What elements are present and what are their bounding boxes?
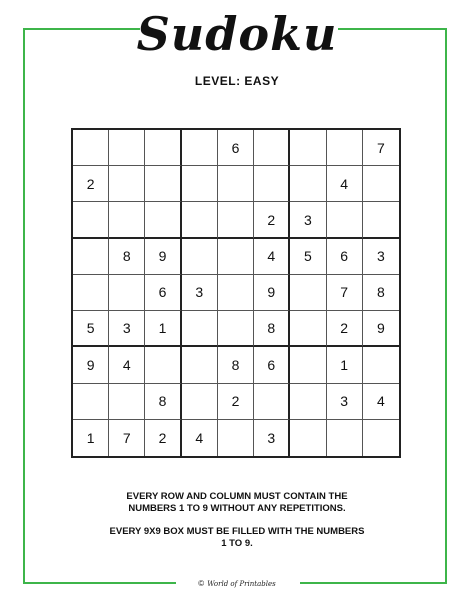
grid-cell-r3-c3	[145, 202, 181, 238]
footer-brand: World of Printables	[207, 579, 276, 588]
grid-cell-r5-c1	[73, 275, 109, 311]
grid-cell-r8-c1	[73, 384, 109, 420]
grid-cell-r2-c1: 2	[73, 166, 109, 202]
grid-cell-r7-c7	[290, 347, 326, 383]
grid-cell-r8-c4	[182, 384, 218, 420]
grid-cell-r4-c6: 4	[254, 239, 290, 275]
grid-cell-r5-c9: 8	[363, 275, 399, 311]
grid-cell-r6-c8: 2	[327, 311, 363, 347]
grid-cell-r9-c3: 2	[145, 420, 181, 456]
footer-credit	[0, 579, 474, 588]
grid-cell-r8-c7	[290, 384, 326, 420]
grid-cell-r5-c8: 7	[327, 275, 363, 311]
grid-cell-r6-c4	[182, 311, 218, 347]
grid-cell-r9-c5	[218, 420, 254, 456]
rules-text-2	[0, 526, 474, 550]
grid-cell-r6-c7	[290, 311, 326, 347]
grid-cell-r9-c1: 1	[73, 420, 109, 456]
grid-cell-r1-c3	[145, 130, 181, 166]
grid-cell-r3-c7: 3	[290, 202, 326, 238]
grid-cell-r1-c6	[254, 130, 290, 166]
grid-cell-r1-c9: 7	[363, 130, 399, 166]
grid-cell-r5-c7	[290, 275, 326, 311]
grid-cell-r8-c8: 3	[327, 384, 363, 420]
grid-cell-r1-c4	[182, 130, 218, 166]
rules-line-4: 1 TO 9.	[221, 538, 253, 549]
grid-cell-r5-c5	[218, 275, 254, 311]
grid-cell-r3-c8	[327, 202, 363, 238]
grid-cell-r3-c9	[363, 202, 399, 238]
grid-cell-r5-c4: 3	[182, 275, 218, 311]
grid-cell-r7-c6: 6	[254, 347, 290, 383]
rules-line-1: EVERY ROW AND COLUMN MUST CONTAIN THE	[126, 491, 348, 502]
rules-line-3: EVERY 9X9 BOX MUST BE FILLED WITH THE NUMBERS	[109, 526, 365, 537]
page-title: Sudoku	[136, 7, 338, 61]
grid-cell-r7-c8: 1	[327, 347, 363, 383]
grid-cell-r6-c1: 5	[73, 311, 109, 347]
grid-cell-r5-c3: 6	[145, 275, 181, 311]
grid-cell-r6-c3: 1	[145, 311, 181, 347]
grid-cell-r5-c6: 9	[254, 275, 290, 311]
grid-cell-r7-c2: 4	[109, 347, 145, 383]
grid-cell-r8-c2	[109, 384, 145, 420]
grid-cell-r8-c3: 8	[145, 384, 181, 420]
grid-cell-r1-c2	[109, 130, 145, 166]
grid-cell-r3-c2	[109, 202, 145, 238]
grid-cell-r9-c6: 3	[254, 420, 290, 456]
grid-cell-r3-c5	[218, 202, 254, 238]
grid-cell-r2-c7	[290, 166, 326, 202]
grid-cell-r4-c5	[218, 239, 254, 275]
grid-cell-r7-c4	[182, 347, 218, 383]
grid-cell-r2-c4	[182, 166, 218, 202]
grid-cell-r8-c5: 2	[218, 384, 254, 420]
grid-cell-r4-c8: 6	[327, 239, 363, 275]
grid-cell-r1-c5: 6	[218, 130, 254, 166]
rules-text-1	[0, 491, 474, 515]
grid-cell-r6-c9: 9	[363, 311, 399, 347]
difficulty-level: LEVEL: EASY	[194, 74, 280, 88]
grid-cell-r4-c9: 3	[363, 239, 399, 275]
grid-cell-r1-c8	[327, 130, 363, 166]
grid-cell-r8-c9: 4	[363, 384, 399, 420]
grid-cell-r6-c2: 3	[109, 311, 145, 347]
grid-cell-r7-c5: 8	[218, 347, 254, 383]
copyright-icon: ©	[198, 579, 205, 588]
grid-cell-r4-c7: 5	[290, 239, 326, 275]
grid-cell-r6-c6: 8	[254, 311, 290, 347]
grid-cell-r9-c2: 7	[109, 420, 145, 456]
grid-cell-r6-c5	[218, 311, 254, 347]
grid-cell-r3-c6: 2	[254, 202, 290, 238]
grid-cell-r8-c6	[254, 384, 290, 420]
rules-line-2: NUMBERS 1 TO 9 WITHOUT ANY REPETITIONS.	[128, 503, 346, 514]
grid-cell-r2-c6	[254, 166, 290, 202]
grid-cell-r2-c5	[218, 166, 254, 202]
grid-cell-r1-c7	[290, 130, 326, 166]
grid-cell-r9-c8	[327, 420, 363, 456]
grid-cell-r5-c2	[109, 275, 145, 311]
grid-cell-r9-c4: 4	[182, 420, 218, 456]
grid-cell-r4-c3: 9	[145, 239, 181, 275]
sudoku-grid	[71, 128, 401, 458]
grid-cell-r1-c1	[73, 130, 109, 166]
grid-cell-r4-c4	[182, 239, 218, 275]
grid-cell-r4-c1	[73, 239, 109, 275]
grid-cell-r9-c9	[363, 420, 399, 456]
grid-cell-r3-c1	[73, 202, 109, 238]
grid-cell-r2-c3	[145, 166, 181, 202]
grid-cell-r9-c7	[290, 420, 326, 456]
grid-cell-r7-c3	[145, 347, 181, 383]
grid-cell-r3-c4	[182, 202, 218, 238]
grid-cell-r2-c9	[363, 166, 399, 202]
grid-cell-r2-c2	[109, 166, 145, 202]
grid-cell-r7-c1: 9	[73, 347, 109, 383]
grid-cell-r4-c2: 8	[109, 239, 145, 275]
grid-cell-r7-c9	[363, 347, 399, 383]
grid-cell-r2-c8: 4	[327, 166, 363, 202]
